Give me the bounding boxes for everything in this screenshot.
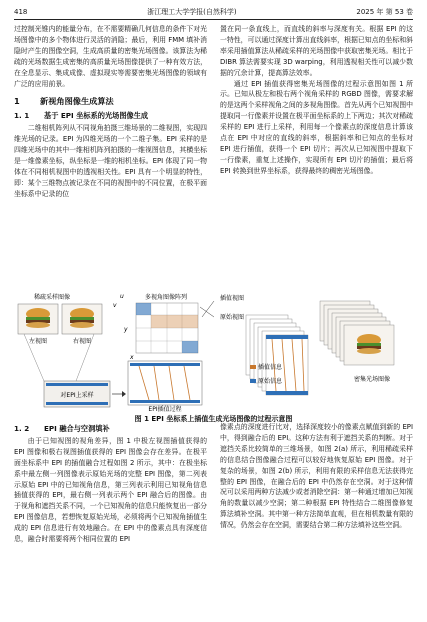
epi-interp-label: EPI插值过程	[148, 406, 182, 413]
header-rule	[14, 19, 413, 20]
dense-label: 密集光场图像	[353, 376, 391, 383]
orig-info-swatch	[250, 379, 256, 383]
subsection-heading	[14, 424, 207, 435]
interp-view-label: 插值视图	[220, 295, 245, 302]
right-view-label: 右视图	[72, 338, 92, 345]
subsection-title: EPI 融合与空洞填补	[44, 424, 110, 433]
left-view-label: 左视图	[28, 338, 48, 345]
upsample-epi	[44, 381, 110, 407]
section-number: 1	[14, 96, 20, 107]
orig-info-label: 原始信息	[258, 378, 283, 385]
multiview-array	[136, 303, 198, 353]
figure-1	[14, 293, 413, 413]
paragraph: 二维相机阵列从不同视角拍摄三维场景的二维视图，实现四维光场的记录。EPI 为四维光场的一个二维子集。EPI 采样的是四维光场中的其中一维相机阵列拍摄的一维视图信息，其横坐标是一维像素坐标，纵坐标是一维的相机坐标。EPI 体现了同一物体在不同相机视图中的透视相关性。EPI 具有一个明显的特性，即：某个三维物点被记录在不同的视图中的不同位置，在极平面坐标系中记录的位	[14, 124, 207, 198]
paragraph: 通过 EPI 插值获得密集光场图像的过程示意图如图 1 所示。已知从极左和极右两个视角采样的 RGBD 图像，需要求解的是这两个采样视角之间的多视角图像。首先从两个已知视图中提取同一行像素并设置在极平面坐标系的上下两边；其次对稀疏采样的 EPI 进行上采样，利用每一个像素点的深度信息计算该点在 EPI 中对应的直线的斜率，根据斜率和已知点的坐标对 EPI 进行插值，获得一个 EPI 切片；再次从已知视图中提取下一行像素，重复上述操作，实现所有 EPI 切片的插值；最后将 EPI 转换到世界坐标系，获得最终的稠密光场图像。	[220, 79, 413, 175]
paragraph: 由于已知视图的视角差异，图 1 中极左视图插值获得的 EPI 图像和极右视图插值获得的 EPI 图像会存在差异。在极平面坐标系中 EPI 的插值融合过程如图 2 所示，其中：在极坐标系中最左侧一列图像表示原始光场的完整 EPI 图像，第二列表示原始 EPI 中的已知视角信息，第三列表示利用已知视角信息插值获得的 EPI，最右侧一列表示两个 EPI 融合后的图像。由于视角和遮挡关系不同，一个已知视角的信息只能恢复出一部分 EPI 图像信息，若想恢复原始光场，必须将两个已知视角插值生成的 EPI 信息进行有效地融合。在 EPI 中的像素点具有深度信息，融合时需要将两个相同位置的 EPI	[14, 436, 207, 544]
subsection-number: 1. 1	[14, 111, 30, 121]
right-column-top	[220, 24, 413, 177]
sparse-label: 稀疏采样图像	[33, 294, 71, 301]
flow-arrow-head	[122, 391, 126, 397]
paragraph: 像素点的深度进行比对，选择深度较小的像素点赋值到新的 EPI 中，得到融合后的 EPI。这种方法有利于遮挡关系的判断。对于遮挡关系比较简单的三维场景，如图 2(a) 所示，利用稀疏采样的信息结合图像融合过程可以较好地恢复原始 EPI 图像。对于复杂的场景，如图 2(b) 所示，利用有限的采样信息无法获得完整的 EPI 图像，在融合后的 EPI 中仍然存在空洞。对于这种情况可以采用两种方法减少或者消除空洞：第一种通过增加已知视角的数量以减少空洞；第二种根据 EPI 特性结合二维图像修复算法填补空洞。其中第一种方法简单直观，但在相机数量有限的情况，仍然会存在空洞，需要结合第二种方法填补这些空洞。	[220, 423, 413, 530]
dense-light-field-stack	[320, 301, 394, 365]
running-header	[14, 6, 413, 18]
journal-name: 浙江理工大学学报(自然科学)	[147, 8, 237, 16]
section-title: 新视角图像生成算法	[40, 96, 114, 107]
axis-v: v	[113, 302, 117, 309]
upsample-label: 对EPI上采样	[60, 392, 94, 399]
left-column-bottom	[14, 422, 207, 545]
paragraph: 过控制光锥内的能量分布，在不需要精确几何信息的条件下对光场图像中的多个物体进行灵活的消隐；最后，利用 FMM 填补消隐时产生的图像空洞，生成高质量的密集光场图像。该算法为稀疏的光场数据生成密集的高质量光场图像提供了一种有效方法，在全息显示、集成成像、虚拟现实等需要密集光场图像的领域有广泛的应用前景。	[14, 25, 207, 88]
interp-info-label: 插值信息	[258, 364, 283, 371]
subsection-number: 1. 2	[14, 424, 30, 433]
left-column-top	[14, 24, 207, 200]
orig-view-label: 原始视图	[220, 314, 245, 321]
sparse-image-right	[62, 304, 102, 334]
page-number: 418	[14, 8, 28, 16]
right-column-bottom	[220, 422, 413, 531]
issue-info: 2025 年 第 53 卷	[356, 8, 413, 16]
paragraph: 置在同一条直线上，而直线的斜率与深度有关。根据 EPI 的这一特性，可以通过深度计算出直线斜率，根据已知点的坐标和斜率采用插值算法从稀疏采样的光场图像中获取密集光场。相比于 DIBR 算法需要实现 3D warping，利用透视相关性可以减少数据的冗余计算，提高算法效率。	[220, 25, 413, 77]
subsection-title: 基于 EPI 坐标系的光场图像生成	[44, 111, 149, 121]
sparse-image-left	[18, 304, 58, 334]
axis-u: u	[120, 293, 124, 300]
multiview-label: 多视角图像阵列	[144, 294, 188, 301]
axis-x: x	[130, 354, 134, 361]
epi-interp	[128, 361, 202, 413]
axis-y: y	[124, 326, 128, 333]
orig-view-pointer	[200, 307, 214, 317]
section-heading	[14, 95, 207, 107]
figure-caption: 图 1 EPI 坐标系上插值生成光场图像的过程示意图	[134, 415, 293, 423]
interp-info-swatch	[250, 365, 256, 369]
subsection-heading	[14, 111, 207, 122]
interp-view-pointer	[202, 301, 214, 317]
